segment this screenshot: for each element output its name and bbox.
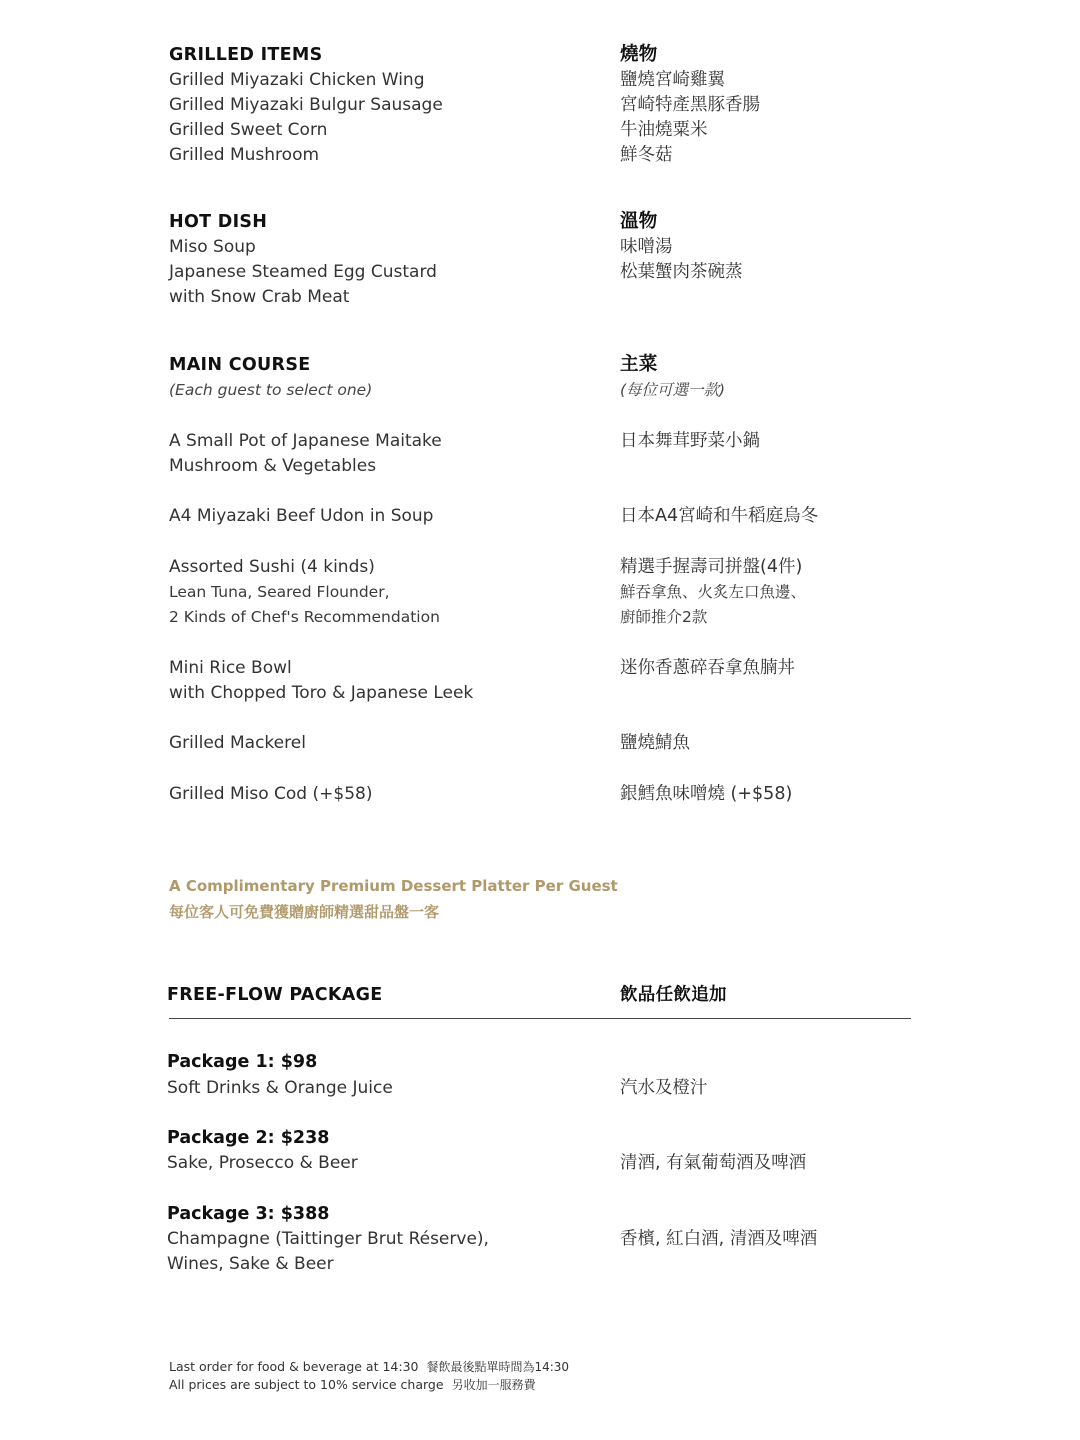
dessert-note-en: A Complimentary Premium Dessert Platter Per Guest [169,877,618,895]
main-dish-zh: 迷你香蔥碎吞拿魚腩丼 [620,658,795,678]
hot-dish-item-en: with Snow Crab Meat [169,287,350,307]
grilled-item-zh: 牛油燒粟米 [620,120,708,140]
package-title: Package 2: $238 [167,1128,330,1148]
hot-dish-item-zh: 味噌湯 [620,237,673,257]
main-dish-en: with Chopped Toro & Japanese Leek [169,683,474,703]
package-title: Package 1: $98 [167,1052,318,1072]
package-desc-en: Sake, Prosecco & Beer [167,1153,358,1173]
main-dish-zh: 精選手握壽司拼盤(4件) [620,557,803,577]
main-dish-zh-detail: 廚師推介2款 [620,608,708,626]
package-desc-en: Champagne (Taittinger Brut Réserve), [167,1229,489,1249]
main-dish-en: Mini Rice Bowl [169,658,292,678]
section-divider [169,1018,911,1019]
footer-last-order-en: Last order for food & beverage at 14:30 [169,1359,419,1374]
main-course-note-zh: (每位可選一款) [620,381,726,399]
main-dish-en: Assorted Sushi (4 kinds) [169,557,375,577]
main-dish-en: A4 Miyazaki Beef Udon in Soup [169,506,434,526]
footer-service-charge-en: All prices are subject to 10% service charge [169,1377,444,1392]
main-dish-zh: 鹽燒鯖魚 [620,733,690,753]
main-dish-en: Grilled Mackerel [169,733,306,753]
main-dish-zh: 日本A4宮崎和牛稻庭烏冬 [620,506,819,526]
main-course-heading-en: MAIN COURSE [169,355,311,375]
package-desc-en: Soft Drinks & Orange Juice [167,1078,393,1098]
main-dish-en: Grilled Miso Cod (+$58) [169,784,373,804]
package-desc-zh: 清酒, 有氣葡萄酒及啤酒 [620,1153,807,1173]
hot-dish-heading-zh: 溫物 [620,211,658,232]
grilled-item-en: Grilled Miyazaki Bulgur Sausage [169,95,443,115]
footer-last-order [169,1361,569,1374]
grilled-heading-zh: 燒物 [620,44,658,65]
grilled-item-zh: 鮮冬菇 [620,145,673,165]
dessert-note-zh: 每位客人可免費獲贈廚師精選甜品盤一客 [169,903,440,921]
package-desc-zh: 汽水及橙汁 [620,1078,708,1098]
main-dish-en-detail: 2 Kinds of Chef's Recommendation [169,608,440,626]
footer-service-charge [169,1379,536,1392]
main-dish-en: Mushroom & Vegetables [169,456,377,476]
grilled-item-zh: 鹽燒宮崎雞翼 [620,70,725,90]
package-desc-zh: 香檳, 紅白酒, 清酒及啤酒 [620,1229,818,1249]
main-dish-zh-detail: 鮮吞拿魚、火炙左口魚邊、 [620,583,807,601]
hot-dish-item-zh: 松葉蟹肉茶碗蒸 [620,262,743,282]
grilled-heading-en: GRILLED ITEMS [169,45,323,65]
grilled-item-en: Grilled Mushroom [169,145,320,165]
hot-dish-heading-en: HOT DISH [169,212,268,232]
package-desc-en: Wines, Sake & Beer [167,1254,334,1274]
grilled-item-en: Grilled Miyazaki Chicken Wing [169,70,425,90]
main-course-heading-zh: 主菜 [620,354,658,375]
main-dish-zh: 日本舞茸野菜小鍋 [620,431,760,451]
hot-dish-item-en: Japanese Steamed Egg Custard [169,262,437,282]
main-dish-en-detail: Lean Tuna, Seared Flounder, [169,583,390,601]
free-flow-heading-zh: 飲品任飲追加 [620,985,727,1005]
free-flow-heading-en: FREE-FLOW PACKAGE [167,985,383,1005]
main-course-note-en: (Each guest to select one) [169,381,373,399]
footer-service-charge-zh: 另收加一服務費 [451,1378,536,1392]
main-dish-en: A Small Pot of Japanese Maitake [169,431,442,451]
footer-last-order-zh: 餐飲最後點單時間為14:30 [426,1360,570,1374]
main-dish-zh: 銀鱈魚味噌燒 (+$58) [620,784,793,804]
hot-dish-item-en: Miso Soup [169,237,256,257]
package-title: Package 3: $388 [167,1204,330,1224]
grilled-item-en: Grilled Sweet Corn [169,120,328,140]
grilled-item-zh: 宮崎特產黑豚香腸 [620,95,760,115]
